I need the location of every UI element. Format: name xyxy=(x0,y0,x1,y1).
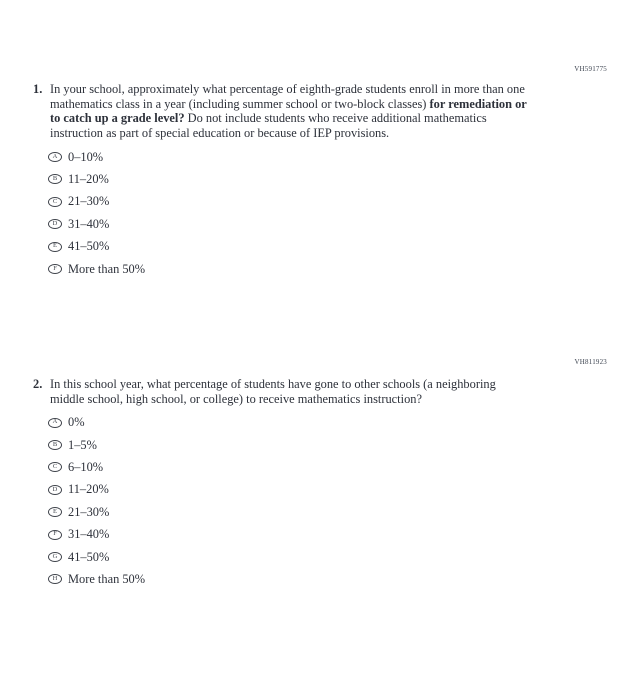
option-letter: H xyxy=(52,575,58,583)
question-1-number: 1. xyxy=(33,82,43,96)
option-letter: C xyxy=(52,463,58,471)
q2-option-b[interactable] xyxy=(48,434,528,456)
radio-bubble-icon[interactable] xyxy=(48,507,62,517)
option-label: More than 50% xyxy=(68,571,146,586)
option-letter: D xyxy=(52,485,58,493)
option-label: More than 50% xyxy=(68,261,146,276)
radio-bubble-icon[interactable] xyxy=(48,242,62,252)
radio-bubble-icon[interactable] xyxy=(48,152,62,162)
option-letter: A xyxy=(52,152,58,160)
option-label: 0% xyxy=(68,415,85,430)
q2-option-c[interactable] xyxy=(48,456,528,478)
q1-option-f[interactable] xyxy=(48,258,528,280)
option-letter: B xyxy=(52,440,58,448)
q1-option-c[interactable] xyxy=(48,191,528,213)
item-code-2: VH811923 xyxy=(574,358,607,366)
option-letter: E xyxy=(53,242,57,250)
question-1-text xyxy=(50,82,528,141)
item-code-1: VH591775 xyxy=(574,65,607,73)
radio-bubble-icon[interactable] xyxy=(48,462,62,472)
option-label: 41–50% xyxy=(68,239,110,254)
option-label: 11–20% xyxy=(68,482,109,497)
option-letter: F xyxy=(53,530,57,538)
option-label: 21–30% xyxy=(68,194,110,209)
q2-option-h[interactable] xyxy=(48,568,528,590)
radio-bubble-icon[interactable] xyxy=(48,552,62,562)
option-letter: C xyxy=(52,197,58,205)
question-1-body xyxy=(50,82,528,280)
option-letter: E xyxy=(53,507,57,515)
q2-option-g[interactable] xyxy=(48,546,528,568)
q2-option-e[interactable] xyxy=(48,501,528,523)
question-1-text-part3: Do not include students who receive additional mathematics instruction as part of special education or because of IEP provisions. xyxy=(50,111,487,141)
radio-bubble-icon[interactable] xyxy=(48,197,62,207)
option-letter: B xyxy=(52,175,58,183)
option-label: 0–10% xyxy=(68,149,104,164)
option-letter: G xyxy=(52,552,58,560)
q1-option-a[interactable] xyxy=(48,146,528,168)
question-1-text-part1: In your school, approximately what percentage of eighth-grade students enroll in more than one mathematics class in a year (including summer school or two-block classes) xyxy=(50,82,525,111)
question-2-body xyxy=(50,377,528,591)
q1-option-d[interactable] xyxy=(48,213,528,235)
question-2-text-part1: In this school year, what percentage of students have gone to other schools (a neighboring middle school, high school, or college) to receive mathematics instruction? xyxy=(50,377,496,406)
option-letter: F xyxy=(53,264,57,272)
option-label: 11–20% xyxy=(68,172,109,187)
radio-bubble-icon[interactable] xyxy=(48,530,62,540)
option-label: 41–50% xyxy=(68,549,110,564)
q2-option-a[interactable] xyxy=(48,411,528,433)
radio-bubble-icon[interactable] xyxy=(48,485,62,495)
option-label: 31–40% xyxy=(68,527,110,542)
question-2-options xyxy=(48,411,528,590)
question-1 xyxy=(33,82,528,280)
option-label: 6–10% xyxy=(68,460,104,475)
option-label: 31–40% xyxy=(68,216,110,231)
question-1-options xyxy=(48,146,528,280)
q1-option-e[interactable] xyxy=(48,235,528,257)
radio-bubble-icon[interactable] xyxy=(48,418,62,428)
question-2-text xyxy=(50,377,528,406)
q2-option-f[interactable] xyxy=(48,523,528,545)
question-2-number: 2. xyxy=(33,377,43,391)
radio-bubble-icon[interactable] xyxy=(48,219,62,229)
question-1-text-bold: for remediation or to catch up a grade level? xyxy=(50,96,527,126)
question-2 xyxy=(33,377,528,591)
option-letter: D xyxy=(52,219,58,227)
q2-option-d[interactable] xyxy=(48,479,528,501)
radio-bubble-icon[interactable] xyxy=(48,264,62,274)
radio-bubble-icon[interactable] xyxy=(48,440,62,450)
radio-bubble-icon[interactable] xyxy=(48,574,62,584)
radio-bubble-icon[interactable] xyxy=(48,174,62,184)
option-letter: A xyxy=(52,418,58,426)
q1-option-b[interactable] xyxy=(48,168,528,190)
option-label: 21–30% xyxy=(68,504,110,519)
option-label: 1–5% xyxy=(68,437,97,452)
